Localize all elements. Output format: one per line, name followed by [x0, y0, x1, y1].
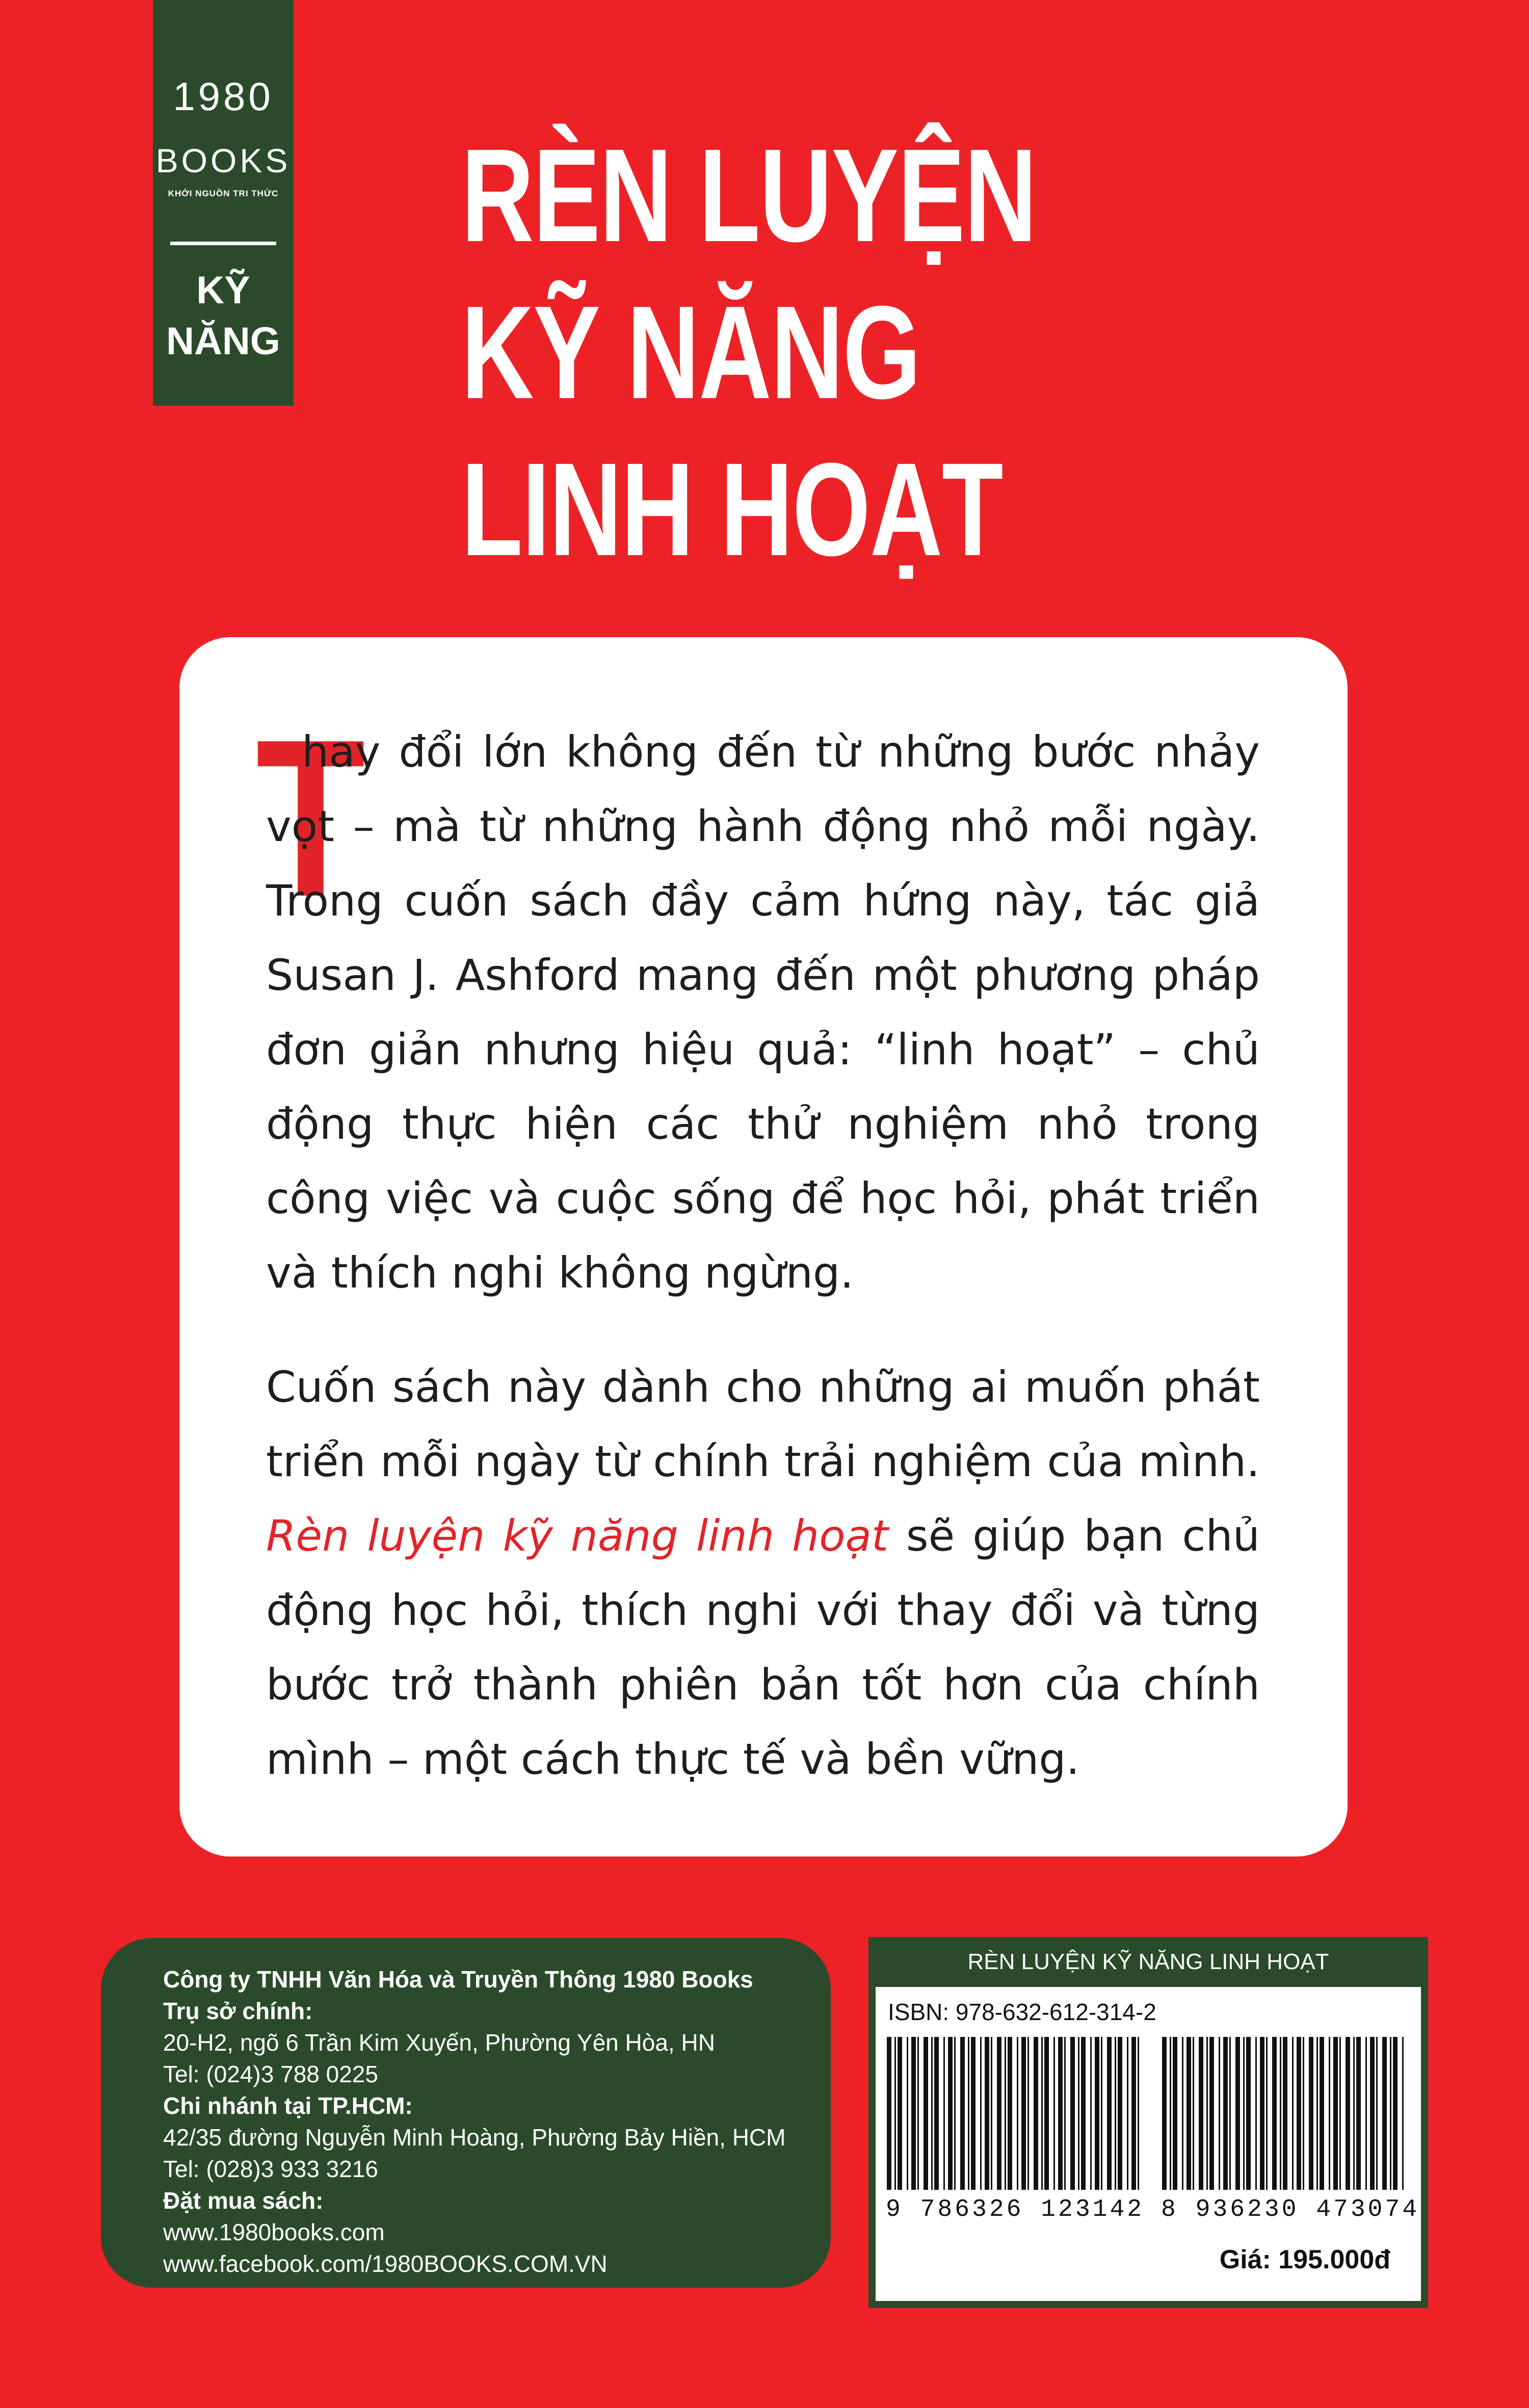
barcode-bar	[1246, 2037, 1251, 2190]
barcode-bar	[1101, 2037, 1102, 2190]
contact-box	[101, 1938, 831, 2288]
website-link[interactable]: www.1980books.com	[163, 2219, 385, 2245]
book-title	[461, 117, 1037, 588]
barcode-bar	[1266, 2037, 1268, 2190]
barcode-bar	[1376, 2037, 1378, 2190]
barcode-bar	[924, 2037, 928, 2190]
barcode-bar	[894, 2037, 896, 2190]
barcode-bar	[971, 2037, 976, 2190]
barcode-bar	[1303, 2037, 1304, 2190]
barcode-bar	[948, 2037, 953, 2190]
barcode-bar	[1131, 2037, 1136, 2190]
barcode-bar	[1297, 2037, 1301, 2190]
barcode-bar	[1292, 2037, 1294, 2190]
barcode-bar	[1187, 2037, 1191, 2190]
barcode-bar	[1243, 2037, 1245, 2190]
hq-tel: Tel: (024)3 788 0225	[163, 2061, 378, 2087]
barcode-bar	[1370, 2037, 1375, 2190]
publisher-slogan: KHỞI NGUỒN TRI THỨC	[168, 189, 279, 198]
barcode-bar	[1393, 2037, 1398, 2190]
publisher-logo-name: BOOKS	[155, 142, 291, 179]
barcode-bar	[1339, 2037, 1341, 2190]
barcode-bar	[1095, 2037, 1099, 2190]
barcode-digits-right: 8 936230 473074	[1161, 2196, 1420, 2223]
title-line-1: RÈN LUYỆN	[461, 122, 1037, 270]
hq-address: 20-H2, ngõ 6 Trần Kim Xuyến, Phường Yên Hòa, HN	[163, 2029, 715, 2056]
barcode-bar	[1064, 2037, 1066, 2190]
barcode-icon	[887, 2037, 1412, 2196]
barcode-bar	[934, 2037, 939, 2190]
barcode-bar	[1107, 2037, 1112, 2190]
barcode-bar	[980, 2037, 982, 2190]
barcode-bar	[1173, 2037, 1177, 2190]
order-label: Đặt mua sách:	[163, 2187, 324, 2214]
company-name: Công ty TNHH Văn Hóa và Truyền Thông 1980 Books	[163, 1966, 753, 1993]
publisher-tag	[153, 0, 294, 406]
barcode-bar	[968, 2037, 969, 2190]
barcode-bar	[1346, 2037, 1350, 2190]
barcode-bar	[1021, 2037, 1026, 2190]
barcode-digits-left: 9 786326 123142	[886, 2196, 1145, 2223]
barcode-bar	[1382, 2037, 1387, 2190]
blurb-paragraph-2-start: Cuốn sách này dành cho những ai muốn phát triển mỗi ngày từ chính trải nghiệm của mình.	[266, 1362, 1260, 1486]
barcode-bar	[1027, 2037, 1029, 2190]
facebook-link[interactable]: www.facebook.com/1980BOOKS.COM.VN	[163, 2250, 608, 2277]
hq-label: Trụ sở chính:	[163, 1998, 313, 2024]
branch-address: 42/35 đường Nguyễn Minh Hoàng, Phường Bảy Hiền, HCM	[163, 2124, 786, 2151]
tag-divider	[170, 242, 276, 245]
barcode-bar	[931, 2037, 933, 2190]
isbn-text: ISBN: 978-632-612-314-2	[888, 1999, 1156, 2025]
barcode-bar	[1081, 2037, 1086, 2190]
barcode-box	[868, 1937, 1428, 2308]
barcode-panel	[876, 1987, 1421, 2301]
barcode-bar	[991, 2037, 992, 2190]
barcode-bar	[1044, 2037, 1049, 2190]
barcode-bar	[1193, 2037, 1194, 2190]
barcode-bar	[1353, 2037, 1355, 2190]
barcode-bar	[1309, 2037, 1313, 2190]
barcode-bar	[1260, 2037, 1264, 2190]
drop-cap: T	[256, 693, 366, 944]
category-line-2: NĂNG	[166, 320, 280, 363]
barcode-bar	[1118, 2037, 1122, 2190]
barcode-bar	[1005, 2037, 1006, 2190]
blurb-book-title: Rèn luyện kỹ năng linh hoạt	[266, 1511, 888, 1561]
price-label: Giá: 195.000đ	[1219, 2245, 1390, 2274]
barcode-bar	[1138, 2037, 1139, 2190]
barcode-bar	[943, 2037, 945, 2190]
barcode-bar	[985, 2037, 989, 2190]
barcode-bar	[1162, 2037, 1167, 2190]
barcode-bar	[1008, 2037, 1012, 2190]
barcode-bar	[1209, 2037, 1214, 2190]
title-line-3: LINH HOẠT	[461, 436, 1003, 584]
barcode-bar	[1034, 2037, 1038, 2190]
barcode-bar	[1283, 2037, 1287, 2190]
barcode-bar	[1390, 2037, 1391, 2190]
category-label	[153, 265, 294, 367]
barcode-bar	[898, 2037, 902, 2190]
barcode-bar	[1333, 2037, 1338, 2190]
barcode-bar	[1316, 2037, 1318, 2190]
barcode-bar	[1235, 2037, 1240, 2190]
barcode-bar	[1070, 2037, 1075, 2190]
barcode-book-title: RÈN LUYỆN KỸ NĂNG LINH HOẠT	[967, 1949, 1329, 1974]
barcode-bar	[1017, 2037, 1018, 2190]
barcode-bar	[1053, 2037, 1055, 2190]
branch-label: Chi nhánh tại TP.HCM:	[163, 2092, 413, 2119]
barcode-bar	[1272, 2037, 1277, 2190]
blurb-card	[179, 637, 1348, 1856]
barcode-bar	[1219, 2037, 1220, 2190]
blurb-paragraph-1	[266, 715, 1260, 1310]
barcode-bar	[1115, 2037, 1116, 2190]
barcode-bar	[954, 2037, 956, 2190]
barcode-bar	[1206, 2037, 1208, 2190]
barcode-bar	[997, 2037, 1001, 2190]
barcode-bar	[1280, 2037, 1281, 2190]
barcode-bar	[911, 2037, 916, 2190]
barcode-bar	[1365, 2037, 1367, 2190]
barcode-bar	[960, 2037, 965, 2190]
blurb-paragraph-1-text: hay đổi lớn không đến từ những bước nhảy vọt – mà từ những hành động nhỏ mỗi ngày. Trong cuốn sách đầy cảm hứng này, tác giả Susan J. Ashford mang đến một phương pháp đơn giản nhưng hiệu quả: “linh hoạt” – chủ động thực hiện các thử nghiệm nhỏ trong công việc và cuộc sống để học hỏi, phát triển và thích nghi không ngừng.	[266, 727, 1260, 1298]
category-line-1: KỸ	[196, 269, 250, 312]
barcode-bar	[1127, 2037, 1128, 2190]
publisher-logo-number: 1980	[173, 74, 274, 119]
barcode-bar	[1058, 2037, 1063, 2190]
barcode-bar	[1255, 2037, 1257, 2190]
barcode-bar	[1078, 2037, 1079, 2190]
barcode-bar	[917, 2037, 919, 2190]
barcode-bar	[1229, 2037, 1231, 2190]
branch-tel: Tel: (028)3 933 3216	[163, 2156, 378, 2182]
barcode-bar	[1041, 2037, 1043, 2190]
barcode-bar	[1090, 2037, 1092, 2190]
blurb-paragraph-2-end: sẽ giúp bạn chủ động học hỏi, thích nghi với thay đổi và từng bước trở thành phiên bản tốt hơn của chính mình – một cách thực tế và bền vững.	[266, 1511, 1260, 1784]
title-line-2: KỸ NĂNG	[461, 279, 920, 427]
barcode-bar	[1199, 2037, 1203, 2190]
blurb-paragraph-2	[266, 1350, 1260, 1796]
barcode-bar	[1402, 2037, 1404, 2190]
barcode-bar	[1170, 2037, 1171, 2190]
barcode-bar	[1182, 2037, 1183, 2190]
barcode-bar	[1223, 2037, 1228, 2190]
barcode-bar	[1356, 2037, 1361, 2190]
barcode-bar	[1329, 2037, 1330, 2190]
barcode-bar	[1320, 2037, 1324, 2190]
barcode-bar	[887, 2037, 891, 2190]
barcode-bar	[907, 2037, 908, 2190]
